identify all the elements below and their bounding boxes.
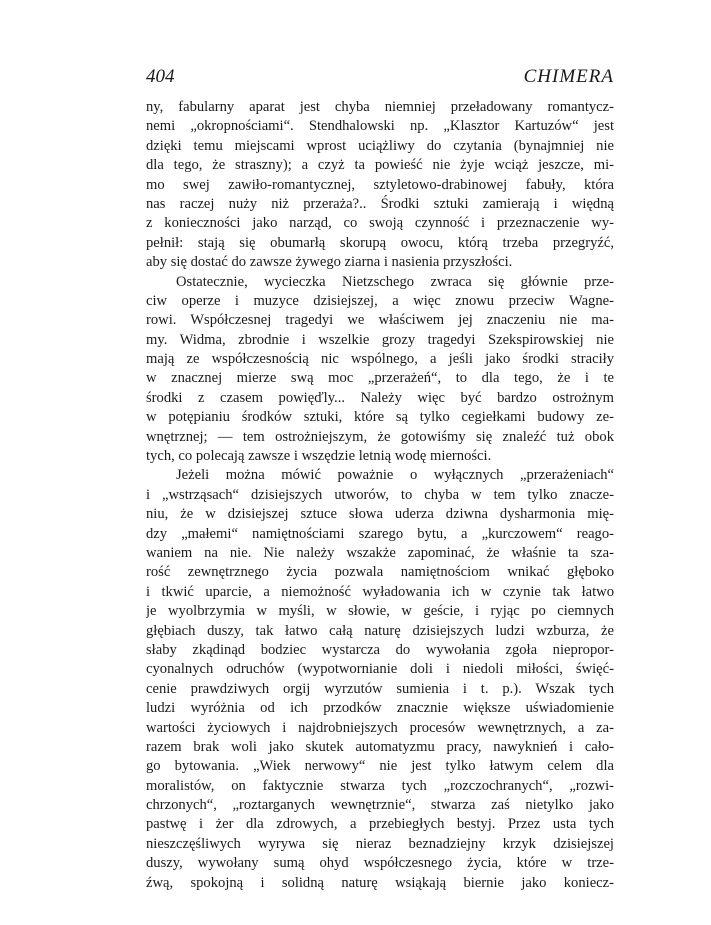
text-line: Jeżeli można mówić poważnie o wyłącznych „przerażeniach“ bbox=[176, 467, 614, 484]
text-line: nieszczęśliwych wyrywa się nieraz beznadziejny krzyk dzisiejszej bbox=[146, 835, 614, 852]
text-line: Ostatecznie, wycieczka Nietzschego zwraca się głównie prze- bbox=[176, 273, 614, 290]
text-line: my. Widma, zbrodnie i wszelkie grozy tragedyi Szekspirowskiej nie bbox=[146, 331, 614, 348]
text-line: dzięki temu miejscami wprost uciążliwy do czytania (bynajmniej nie bbox=[146, 137, 614, 154]
text-line: razem brak woli jako skutek automatyzmu pracy, nawyknień i cało- bbox=[146, 738, 614, 755]
text-line: w znacznej mierze swą moc „przerażeń“, to dla tego, że i te bbox=[146, 370, 614, 387]
text-line: i tkwić uparcie, a niemożność wyładowania ich w czynie tak łatwo bbox=[146, 583, 614, 600]
text-line: wartości życiowych i najdrobniejszych procesów wewnętrznych, a za- bbox=[146, 719, 614, 736]
text-line: wnętrznej; — tem ostrożniejszym, że gotowiśmy się znaleźć tuż obok bbox=[146, 428, 614, 445]
body-text bbox=[146, 98, 614, 893]
text-line: mają ze współczesnością nic wspólnego, a jeśli jako środki straciły bbox=[146, 351, 614, 368]
text-line: aby się dostać do zawsze żywego ziarna i nasienia przyszłości. bbox=[146, 254, 513, 271]
text-line: nas raczej nuży niż przeraża?.. Środki sztuki zamierają i więdną bbox=[146, 195, 614, 212]
text-line: pastwę i żer dla zdrowych, a przebiegłych bestyj. Przez usta tych bbox=[146, 816, 614, 833]
text-line: słaby zkądinąd bodziec wystarcza do wywołania zgoła niepropor- bbox=[146, 641, 614, 658]
text-line: ludzi wyróżnia od ich przodków znacznie większe uświadomienie bbox=[146, 700, 614, 717]
text-line: rowi. Współczesnej tragedyi we właściwem jej znaczeniu nie ma- bbox=[146, 312, 614, 329]
text-line: ny, fabularny aparat jest chyba niemniej przeładowany romantycz- bbox=[146, 99, 614, 115]
text-line: nemi „okropnościami“. Stendhalowski np. „Klasztor Kartuzów“ jest bbox=[146, 118, 614, 135]
text-line: pełnił: stają się obumarłą skorupą owocu, którą trzeba przegryźć, bbox=[146, 234, 614, 251]
text-line: źwą, spokojną i solidną naturę wsiąkają biernie jako koniecz- bbox=[146, 874, 614, 891]
text-line: je wyolbrzymia w myśli, w słowie, w geście, i ryjąc po ciemnych bbox=[146, 603, 614, 620]
text-line: go bytowania. „Wiek nerwowy“ nie jest tylko łatwym celem dla bbox=[146, 758, 614, 775]
text-line: środki z czasem powięďly... Należy więc być bardzo ostrożnym bbox=[146, 389, 614, 406]
text-line: i „wstrząsach“ dzisiejszych utworów, to chyba w tem tylko znacze- bbox=[146, 486, 614, 503]
text-line: w potępianiu środków sztuki, które są tylko cegiełkami budowy ze- bbox=[146, 409, 614, 426]
text-line: duszy, wywołany sumą ohyd współczesnego życia, które w trze- bbox=[146, 855, 614, 872]
text-line: moralistów, on faktycznie stwarza tych „rozczochranych“, „rozwi- bbox=[146, 777, 614, 794]
text-line: cenie prawdziwych orgij wyrzutów sumienia i t. p.). Wszak tych bbox=[146, 680, 614, 697]
text-line: dla tego, że straszny); a czyż ta powieść nie żyje wciąż jeszcze, mi- bbox=[146, 157, 614, 174]
page-header bbox=[146, 66, 614, 90]
text-line: ciw operze i muzyce dzisiejszej, a więc znowu przeciw Wagne- bbox=[146, 292, 614, 309]
text-line: głębiach duszy, tak łatwo całą naturę dzisiejszych ludzi wzburza, że bbox=[146, 622, 614, 639]
text-line: waniem na nie. Nie należy wszakże zapominać, że właśnie ta sza- bbox=[146, 544, 614, 561]
text-line: mo swej zawiło-romantycznej, sztyletowo-drabinowej fabuły, która bbox=[146, 176, 614, 193]
running-head: CHIMERA bbox=[523, 66, 614, 87]
text-line: niu, że w dzisiejszej sztuce słowa uderza dziwna dysharmonia mię- bbox=[146, 506, 614, 523]
text-line: chrzonych“, „roztarganych wewnętrznie“, stwarza zaś nietylko jako bbox=[146, 797, 614, 814]
text-line: cyonalnych odruchów (wypotwornianie doli i niedoli miłości, święć- bbox=[146, 661, 614, 678]
page-number: 404 bbox=[146, 66, 175, 87]
text-line: tych, co polecają zawsze i wszędzie letnią wodę mierności. bbox=[146, 448, 492, 465]
text-line: rość zewnętrznego życia pozwala namiętnościom wnikać głęboko bbox=[146, 564, 614, 581]
text-line: dzy „małemi“ namiętnościami szarego bytu, a „kurczowem“ reago- bbox=[146, 525, 614, 542]
text-line: z konieczności jako narząd, co swoją czynność i przeznaczenie wy- bbox=[146, 215, 614, 232]
